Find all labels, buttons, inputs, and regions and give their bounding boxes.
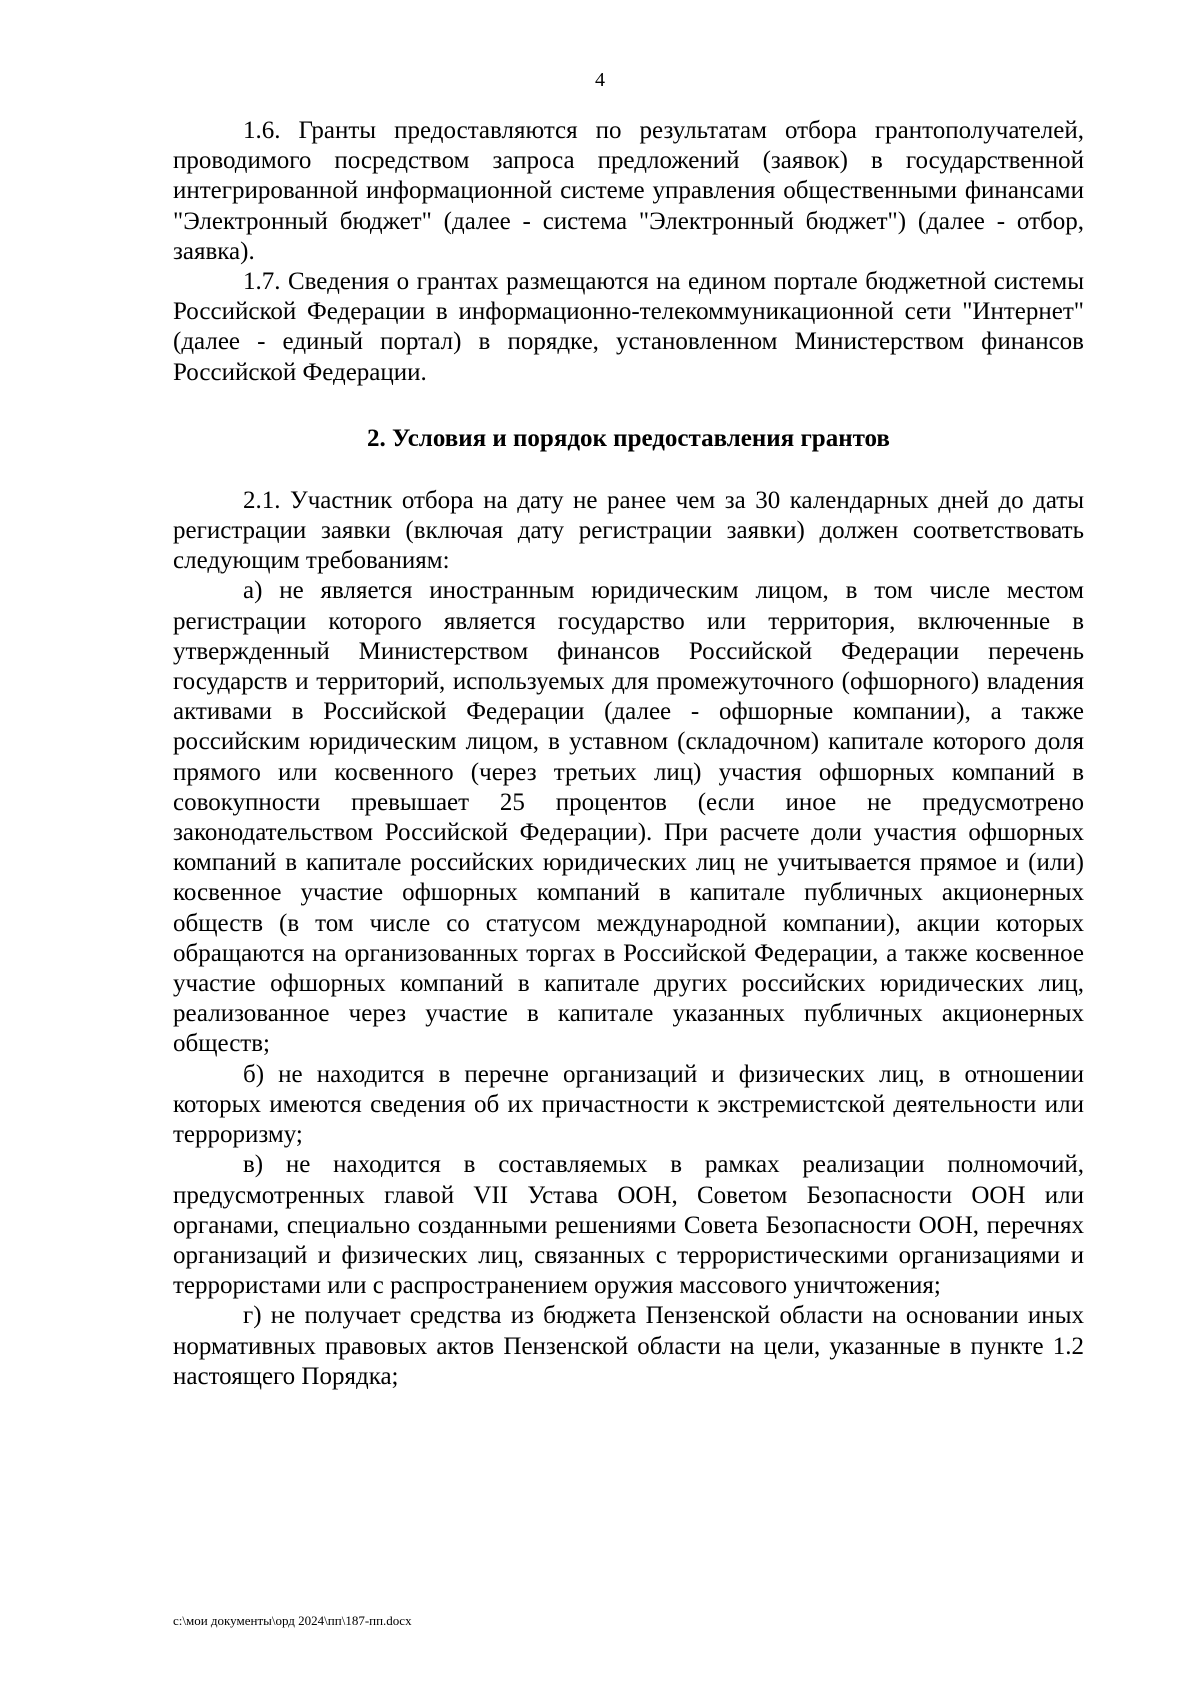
- subparagraph-v: в) не находится в составляемых в рамках реализации полномочий, предусмотренных главой VII Устава ООН, Советом Безопасности ООН или органами, специально созданными решениями Совета Безопасности ООН, перечнях организаций и физических лиц, связанных с террористическими организациями и террористами или с распространением оружия массового уничтожения;: [173, 1151, 1084, 1300]
- subparagraph-b: б) не находится в перечне организаций и физических лиц, в отношении которых имеются сведения об их причастности к экстремистской деятельности или терроризму;: [173, 1060, 1084, 1149]
- paragraph-1-7: 1.7. Сведения о грантах размещаются на едином портале бюджетной системы Российской Федерации в информационно-телекоммуникационной сети "Интернет" (далее - единый портал) в порядке, установленном Министерством финансов Российской Федерации.: [173, 268, 1084, 386]
- subparagraph-a: а) не является иностранным юридическим лицом, в том числе местом регистрации которого является государство или территория, включенные в утвержденный Министерством финансов Российской Федерации перечень государств и территорий, используемых для промежуточного (офшорного) владения активами в Российской Федерации (далее - офшорные компании), а также российским юридическим лицом, в уставном (складочном) капитале которого доля прямого или косвенного (через третьих лиц) участия офшорных компаний в совокупности превышает 25 процентов (если иное не предусмотрено законодательством Российской Федерации). При расчете доли участия офшорных компаний в капитале российских юридических лиц не учитывается прямое и (или) косвенное участие офшорных компаний в капитале публичных акционерных обществ (в том числе со статусом международной компании), акции которых обращаются на организованных торгах в Российской Федерации, а также косвенное участие офшорных компаний в капитале других российских юридических лиц, реализованное через участие в капитале указанных публичных акционерных обществ;: [173, 577, 1084, 1058]
- page-number: 4: [595, 69, 605, 91]
- section-heading: 2. Условия и порядок предоставления грантов: [367, 424, 890, 452]
- document-body: [173, 116, 1084, 1392]
- paragraph-1-6: 1.6. Гранты предоставляются по результатам отбора грантополучателей, проводимого посредством запроса предложений (заявок) в государственной интегрированной информационной системе управления общественными финансами "Электронный бюджет" (далее - система "Электронный бюджет") (далее - отбор, заявка).: [173, 117, 1084, 265]
- paragraph-2-1: 2.1. Участник отбора на дату не ранее чем за 30 календарных дней до даты регистрации заявки (включая дату регистрации заявки) должен соответствовать следующим требованиям:: [173, 486, 1084, 575]
- subparagraph-g: г) не получает средства из бюджета Пензенской области на основании иных нормативных правовых актов Пензенской области на цели, указанные в пункте 1.2 настоящего Порядка;: [173, 1302, 1084, 1390]
- footer-file-path: c:\мои документы\орд 2024\пп\187-пп.docx: [173, 1613, 412, 1628]
